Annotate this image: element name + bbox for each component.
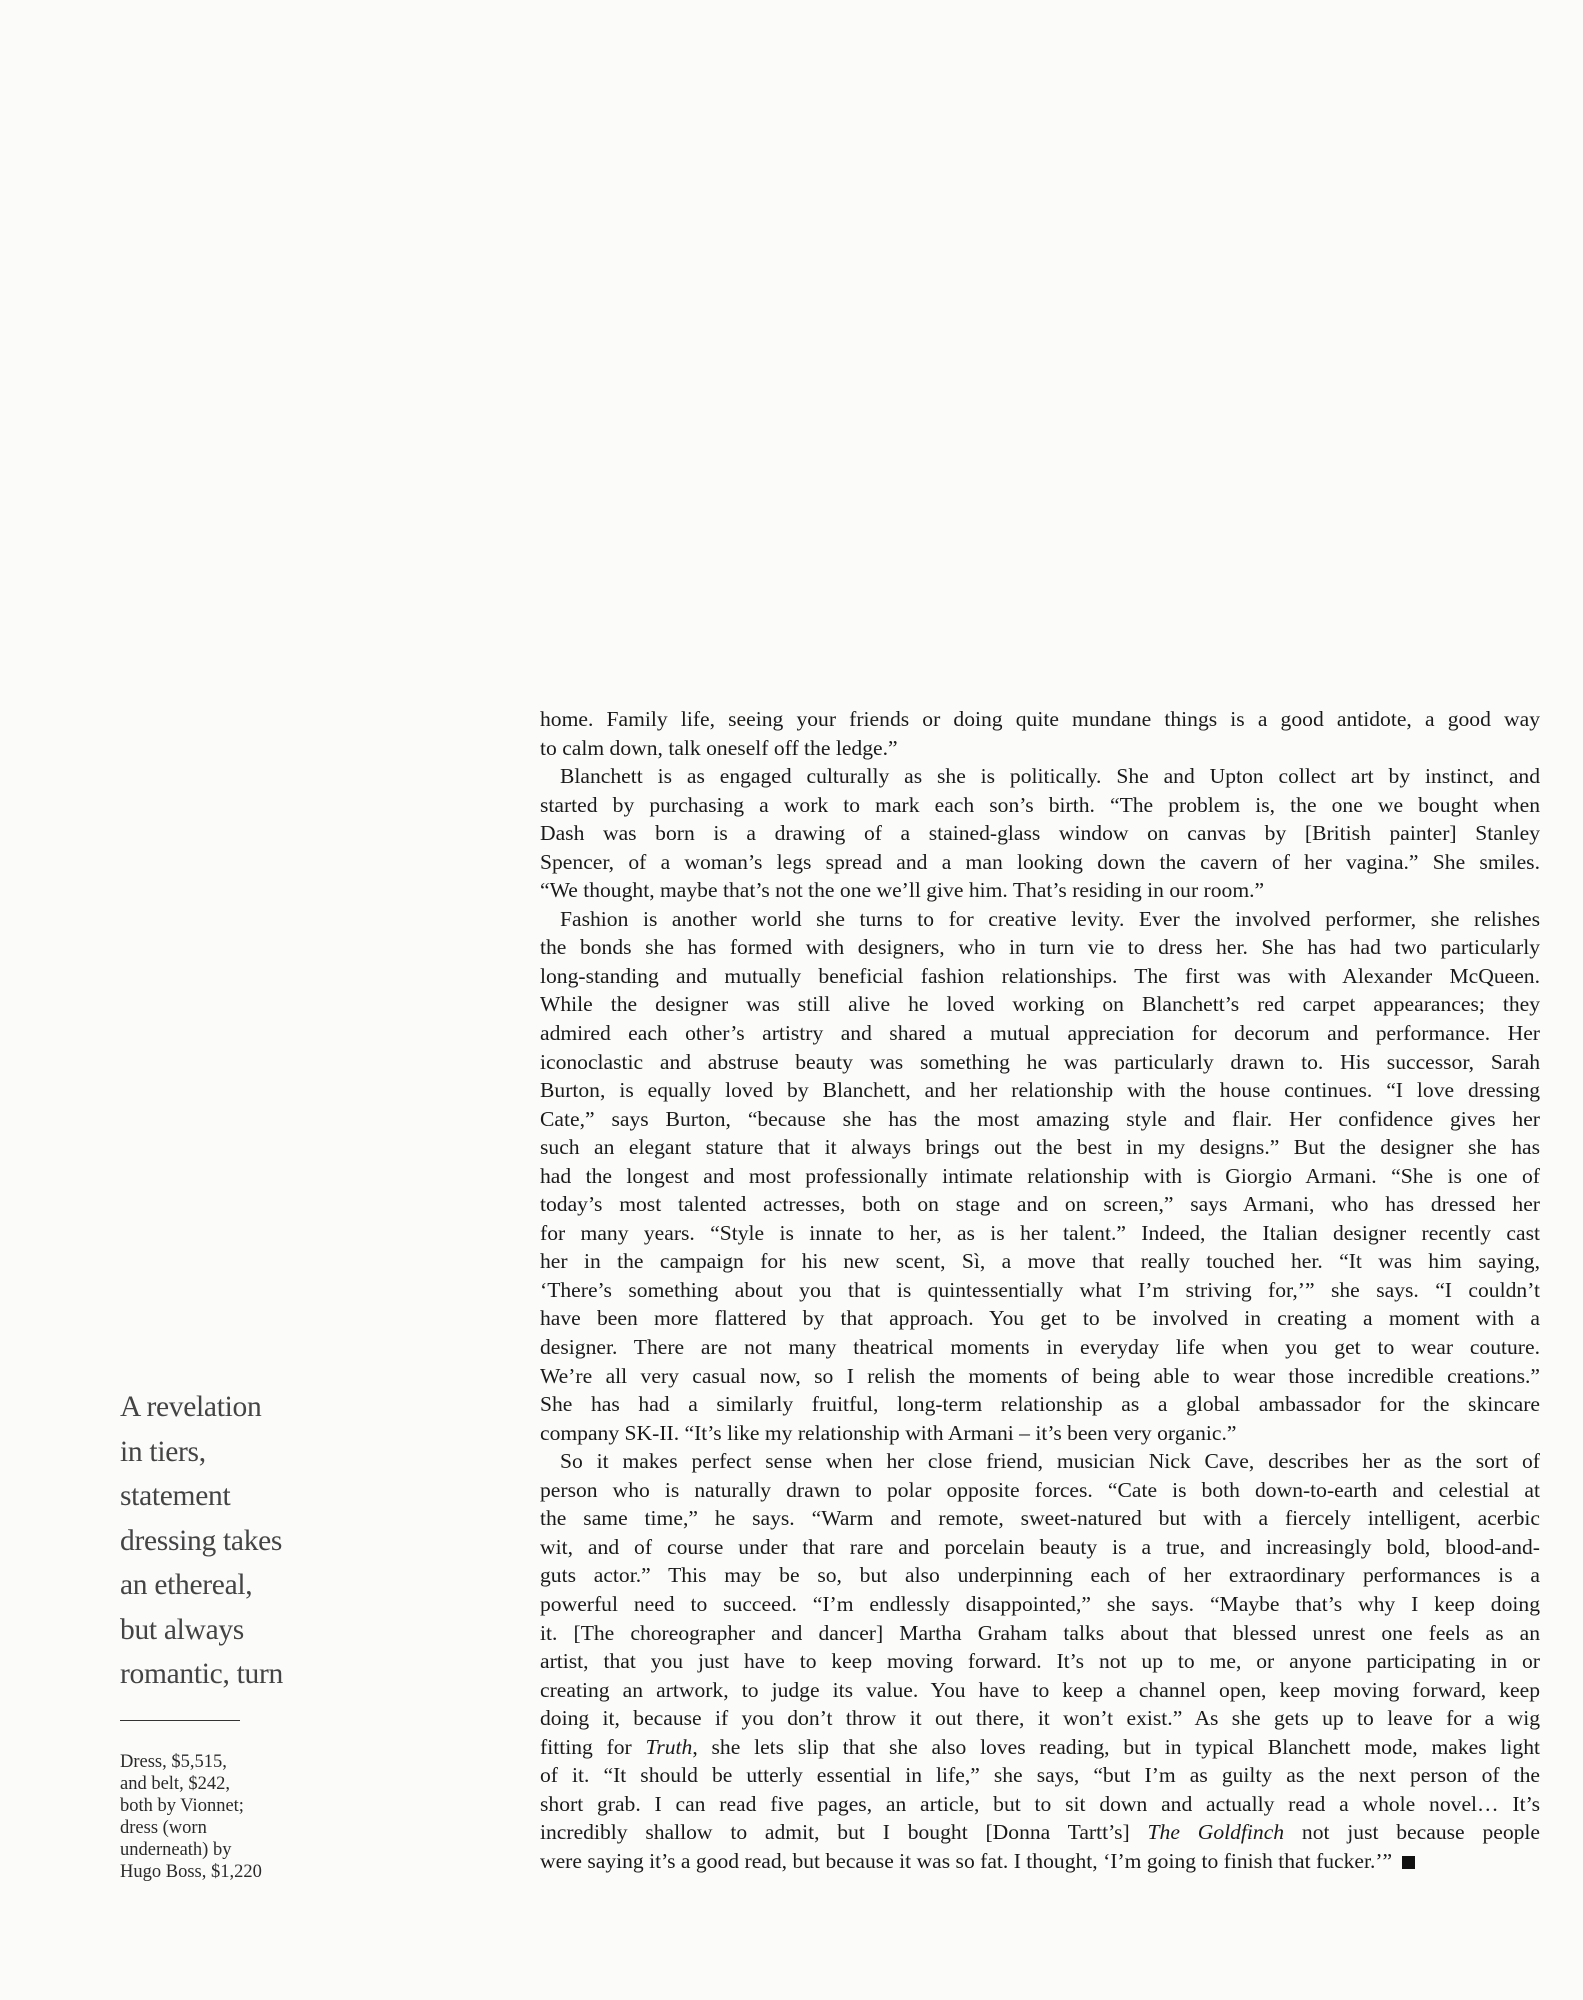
book-title: Truth <box>645 1734 693 1759</box>
article-line: wit, and of course under that rare and porcelain beauty is a true, and increasingly bold, blood-and- <box>540 1534 1540 1559</box>
caption-line: Dress, $5,515, <box>120 1751 227 1772</box>
article-line: So it makes perfect sense when her close friend, musician Nick Cave, describes her as the sort of <box>560 1449 1540 1474</box>
article-line <box>540 1847 1540 1876</box>
text-run: fitting for <box>540 1734 646 1759</box>
article-line: “We thought, maybe that’s not the one we’ll give him. That’s residing in our room.” <box>540 878 1265 903</box>
book-title: The Goldfinch <box>1147 1820 1285 1845</box>
pull-quote <box>120 1385 320 1697</box>
article-line: guts actor.” This may be so, but also underpinning each of her extraordinary performances is a <box>540 1563 1540 1588</box>
caption-line: Hugo Boss, $1,220 <box>120 1861 262 1882</box>
article-line: Spencer, of a woman’s legs spread and a man looking down the cavern of her vagina.” She smiles. <box>540 849 1540 874</box>
caption-line: dress (worn <box>120 1817 207 1838</box>
pull-quote-line: statement <box>120 1480 231 1512</box>
article-line: short grab. I can read five pages, an article, but to sit down and actually read a whole novel… It’s <box>540 1791 1540 1816</box>
article-line: to calm down, talk oneself off the ledge.” <box>540 735 898 760</box>
article-line: of it. “It should be utterly essential in life,” she says, “but I’m as guilty as the next person of the <box>540 1763 1540 1788</box>
article-line <box>540 1818 1540 1847</box>
article-line: While the designer was still alive he loved working on Blanchett’s red carpet appearances; they <box>540 992 1540 1017</box>
article-line: such an elegant stature that it always brings out the best in my designs.” But the designer she has <box>540 1135 1540 1160</box>
article-line: Fashion is another world she turns to for creative levity. Ever the involved performer, she relishes <box>560 906 1540 931</box>
text-run: , she lets slip that she also loves reading, but in typical Blanchett mode, makes light <box>692 1734 1540 1759</box>
article-line: Burton, is equally loved by Blanchett, and her relationship with the house continues. “I love dressing <box>540 1078 1540 1103</box>
article-line: Blanchett is as engaged culturally as she is politically. She and Upton collect art by instinct, and <box>560 764 1540 789</box>
article-line: home. Family life, seeing your friends or doing quite mundane things is a good antidote, a good way <box>540 707 1540 731</box>
divider <box>120 1720 240 1721</box>
article-line: designer. There are not many theatrical moments in everyday life when you get to wear couture. <box>540 1335 1540 1360</box>
article-line: for many years. “Style is innate to her, as is her talent.” Indeed, the Italian designer recently cast <box>540 1220 1540 1245</box>
article-line: the same time,” he says. “Warm and remote, sweet-natured but with a fiercely intelligent, acerbic <box>540 1506 1540 1531</box>
article-line: powerful need to succeed. “I’m endlessly disappointed,” she says. “Maybe that’s why I keep doing <box>540 1591 1540 1616</box>
article-line: iconoclastic and abstruse beauty was something he was particularly drawn to. His successor, Sarah <box>540 1049 1540 1074</box>
text-run: incredibly shallow to admit, but I bought [Donna Tartt’s] <box>540 1820 1148 1845</box>
caption-line: and belt, $242, <box>120 1773 230 1794</box>
article-line: ‘There’s something about you that is quintessentially what I’m striving for,’” she says. “I couldn’t <box>540 1277 1540 1302</box>
sidebar <box>120 1385 320 1883</box>
article-line: We’re all very casual now, so I relish the moments of being able to wear those incredible creations.” <box>540 1363 1540 1388</box>
article-line: artist, that you just have to keep moving forward. It’s not up to me, or anyone participating in or <box>540 1649 1540 1674</box>
pull-quote-line: A revelation <box>120 1391 262 1423</box>
article-line: it. [The choreographer and dancer] Martha Graham talks about that blessed unrest one feels as an <box>540 1620 1540 1645</box>
article-line <box>540 1733 1540 1762</box>
article-line: long-standing and mutually beneficial fashion relationships. The first was with Alexander McQueen. <box>540 963 1540 988</box>
article-line: had the longest and most professionally intimate relationship with is Giorgio Armani. “She is one of <box>540 1163 1540 1188</box>
article-line: her in the campaign for his new scent, Sì, a move that really touched her. “It was him saying, <box>540 1249 1540 1274</box>
article-line: person who is naturally drawn to polar opposite forces. “Cate is both down-to-earth and celestial at <box>540 1477 1540 1502</box>
pull-quote-line: but always <box>120 1613 244 1646</box>
article-line: started by purchasing a work to mark each son’s birth. “The problem is, the one we bought when <box>540 792 1540 817</box>
pull-quote-line: in tiers, <box>120 1435 206 1468</box>
pull-quote-line: an ethereal, <box>120 1569 253 1601</box>
article-line: company SK-II. “It’s like my relationship with Armani – it’s been very organic.” <box>540 1420 1237 1445</box>
caption-line: underneath) by <box>120 1839 232 1860</box>
pull-quote-line: dressing takes <box>120 1524 283 1557</box>
article-line: the bonds she has formed with designers, who in turn vie to dress her. She has had two particularly <box>540 935 1540 960</box>
article-line: doing it, because if you don’t throw it out there, it won’t exist.” As she gets up to leave for a wig <box>540 1706 1540 1731</box>
article-line: She has had a similarly fruitful, long-term relationship as a global ambassador for the skincare <box>540 1392 1540 1417</box>
article-line: have been more flattered by that approach. You get to be involved in creating a moment with a <box>540 1306 1540 1331</box>
caption-line: both by Vionnet; <box>120 1795 244 1816</box>
pull-quote-line: romantic, turn <box>120 1658 283 1690</box>
article-line: Cate,” says Burton, “because she has the most amazing style and flair. Her confidence gives her <box>540 1106 1540 1131</box>
end-mark <box>1402 1856 1415 1869</box>
article-line: today’s most talented actresses, both on stage and on screen,” says Armani, who has dressed her <box>540 1192 1540 1217</box>
text-run: not just because people <box>1284 1820 1540 1845</box>
article-line: Dash was born is a drawing of a stained-glass window on canvas by [British painter] Stanley <box>540 821 1540 846</box>
text-run: were saying it’s a good read, but because it was so fat. I thought, ‘I’m going to finish that fucker.’” <box>540 1848 1393 1873</box>
article-line: admired each other’s artistry and shared a mutual appreciation for decorum and performance. Her <box>540 1021 1540 1046</box>
article-line: creating an artwork, to judge its value. You have to keep a channel open, keep moving forward, keep <box>540 1677 1540 1702</box>
article-body <box>540 705 1540 1875</box>
photo-caption <box>120 1751 320 1883</box>
